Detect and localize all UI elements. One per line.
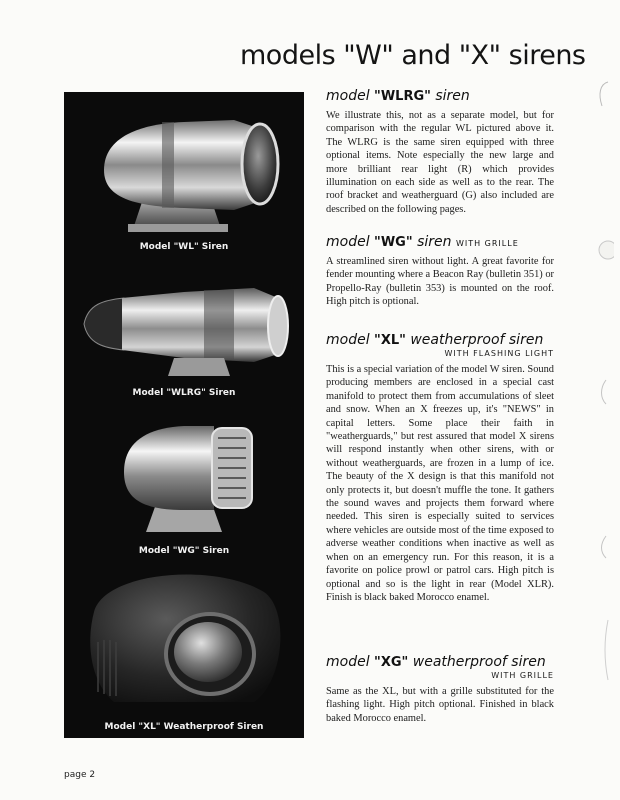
wlrg-siren-image bbox=[64, 264, 304, 382]
wl-caption: Model "WL" Siren bbox=[139, 242, 229, 252]
section-wlrg bbox=[326, 88, 554, 216]
binder-edge-marks bbox=[592, 80, 614, 720]
xl-heading: model "XL" weatherproof siren bbox=[326, 332, 544, 348]
xl-caption: Model "XL" Weatherproof Siren bbox=[104, 722, 264, 732]
photo-panel bbox=[64, 92, 304, 738]
xl-siren-image bbox=[64, 562, 304, 714]
section-xl bbox=[326, 332, 554, 604]
xg-tagline: WITH GRILLE bbox=[491, 671, 554, 680]
wlrg-description: We illustrate this, not as a separate model, but for comparison with the regular WL pictured above it. The WLRG is the same siren equipped with three optional items. Note especially the new large and more brilliant rear light (R) which provides illumination on each side as well as to the rear. The roof bracket and weatherguard (G) also included are described on the following pages. bbox=[326, 110, 554, 215]
wg-siren-image bbox=[64, 414, 304, 540]
wl-siren-image bbox=[64, 100, 304, 240]
xl-description: This is a special variation of the model W siren. Sound producing members are enclosed in a special cast manifold to protect them from accumulations of sleet and snow. When an X freezes up, it's "NEWS" in capital letters. Some place their faith in "weatherguards," but rest assured that model X sirens will respond instantly when other sirens, with or without weatherguards, are frozen in a lump of ice. The beauty of the X design is that this manifold not only protects it, but doesn't muffle the tone. It gathers the sound waves and projects them forward where needed. This siren is especially suited to services where vehicles are outside most of the time exposed to adverse weather conditions when inactive as well as when on an emergency run. For this reason, it is a favorite on police prowl or patrol cars. High pitch is optional and so is the light in rear (Model XLR). Finish is black baked Morocco enamel. bbox=[326, 364, 554, 603]
wlrg-heading: model "WLRG" siren bbox=[326, 88, 470, 104]
page-title: models "W" and "X" sirens bbox=[240, 40, 586, 71]
wg-description: A streamlined siren without light. A great favorite for fender mounting where a Beacon Ray (bulletin 351) or Propello-Ray (bulletin 353) is mounted on the roof. High pitch is optional. bbox=[326, 256, 554, 308]
wg-caption: Model "WG" Siren bbox=[138, 546, 230, 556]
page-number: page 2 bbox=[64, 770, 96, 780]
wlrg-caption: Model "WLRG" Siren bbox=[132, 388, 236, 398]
xl-tagline: WITH FLASHING LIGHT bbox=[444, 349, 554, 358]
section-xg bbox=[326, 654, 554, 725]
section-wg bbox=[326, 234, 554, 309]
xg-heading: model "XG" weatherproof siren bbox=[326, 654, 546, 670]
wg-heading: model "WG" siren WITH GRILLE bbox=[326, 234, 519, 250]
xg-description: Same as the XL, but with a grille substituted for the flashing light. High pitch optional. Finished in black baked Morocco enamel. bbox=[326, 686, 554, 724]
